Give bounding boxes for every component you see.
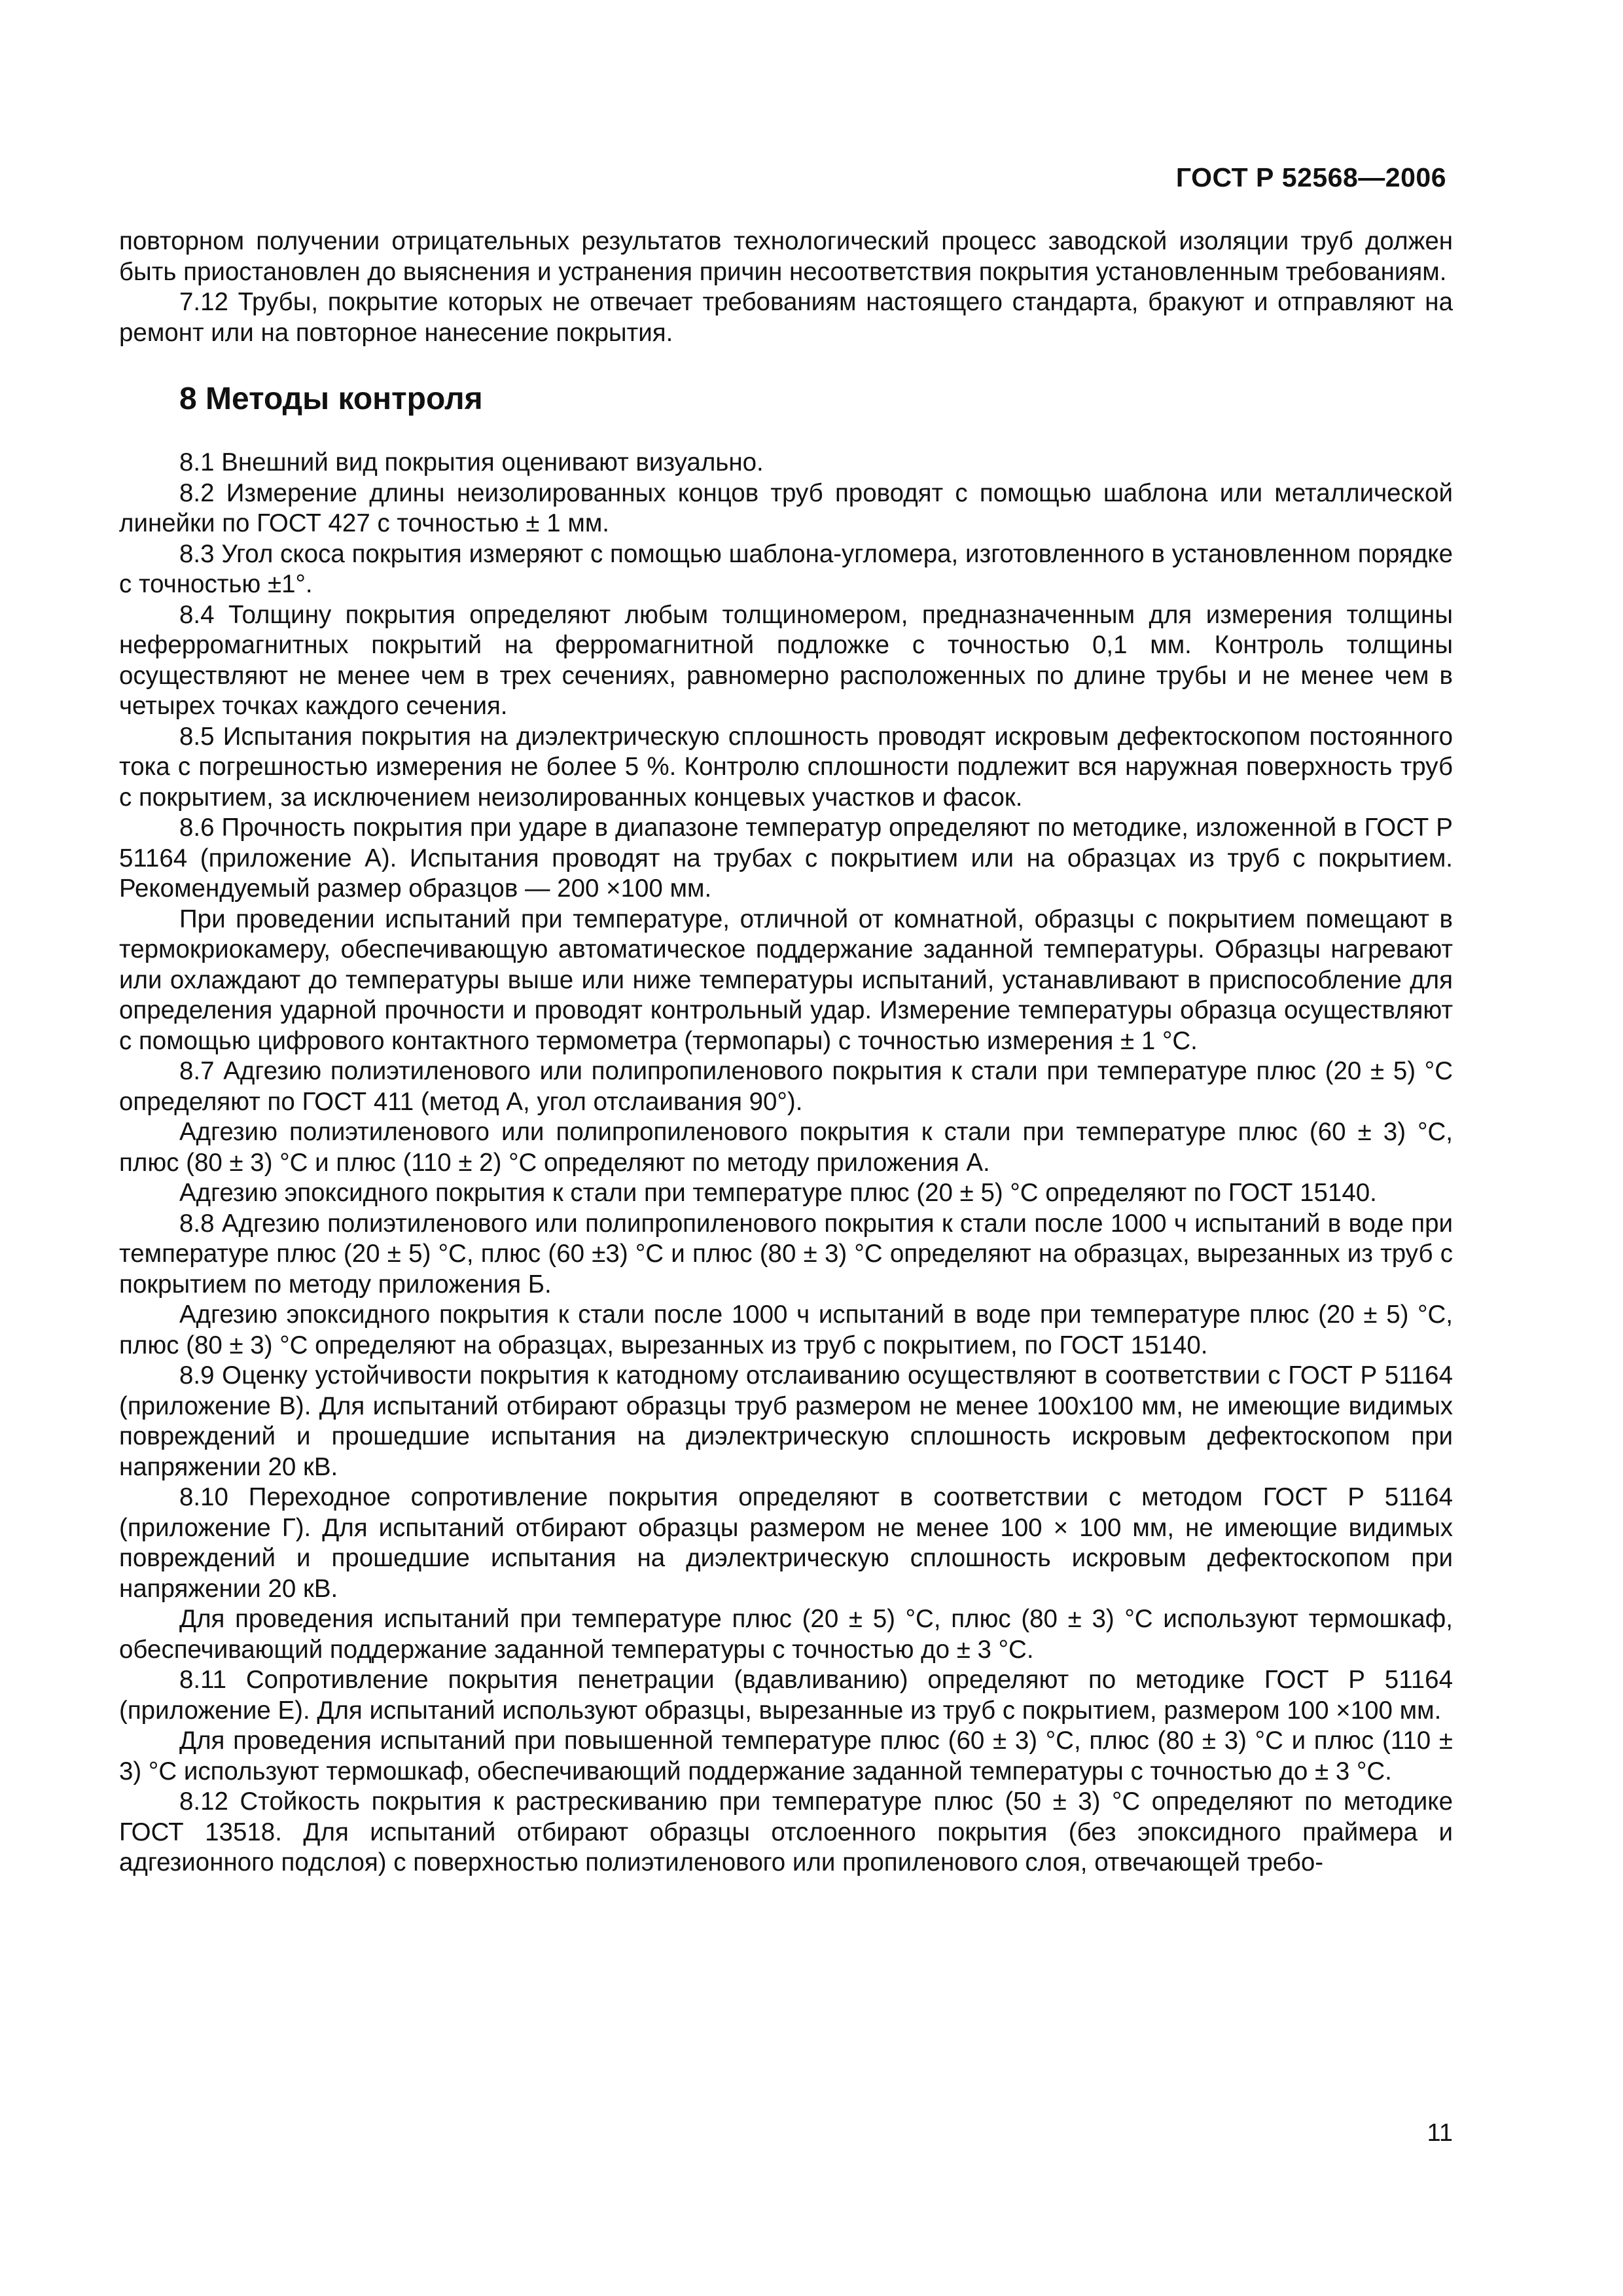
paragraph-8-7-b: Адгезию полиэтиленового или полипропиленового покрытия к стали при температуре плюс (60 ± 3) °С, плюс (80 ± 3) °С и плюс (110 ± 2) °С определяют по методу приложения А.	[119, 1118, 1453, 1177]
paragraph-8-7: 8.7 Адгезию полиэтиленового или полипропиленового покрытия к стали при температуре плюс (20 ± 5) °С определяют по ГОСТ 411 (метод А, угол отслаивания 90°).	[119, 1057, 1453, 1116]
paragraph-8-10: 8.10 Переходное сопротивление покрытия определяют в соответствии с методом ГОСТ Р 51164 (приложение Г). Для испытаний отбирают образцы размером не менее 100 × 100 мм, не имеющие видимых повреждений и прошедшие испытания на диэлектрическую сплошность искровым дефектоскопом при напряжении 20 кВ.	[119, 1483, 1453, 1603]
paragraph-7-11-continuation: повторном получении отрицательных результатов технологический процесс заводской изоляции труб должен быть приостановлен до выяснения и устранения причин несоответствия покрытия установленным требованиям.	[119, 227, 1453, 286]
paragraph-8-5: 8.5 Испытания покрытия на диэлектрическую сплошность проводят искровым дефектоскопом постоянного тока с погрешностью измерения не более 5 %. Контролю сплошности подлежит вся наружная поверхность труб с покрытием, за исключением неизолированных концевых участков и фасок.	[119, 722, 1453, 812]
paragraph-8-7-c: Адгезию эпоксидного покрытия к стали при температуре плюс (20 ± 5) °С определяют по ГОСТ 15140.	[179, 1179, 1377, 1207]
paragraph-8-4: 8.4 Толщину покрытия определяют любым толщиномером, предназначенным для измерения толщины неферромагнитных покрытий на ферромагнитной подложке с точностью 0,1 мм. Контроль толщины осуществляют не менее чем в трех сечениях, равномерно расположенных по длине трубы и не менее чем в четырех точках каждого сечения.	[119, 600, 1453, 720]
paragraph-8-9: 8.9 Оценку устойчивости покрытия к катодному отслаиванию осуществляют в соответствии с ГОСТ Р 51164 (приложение В). Для испытаний отбирают образцы труб размером не менее 100х100 мм, не имеющие видимых повреждений и прошедшие испытания на диэлектрическую сплошность искровым дефектоскопом при напряжении 20 кВ.	[119, 1361, 1453, 1481]
page-number: 11	[1427, 2119, 1453, 2147]
paragraph-8-10-b: Для проведения испытаний при температуре плюс (20 ± 5) °С, плюс (80 ± 3) °С используют термошкаф, обеспечивающий поддержание заданной температуры с точностью до ± 3 °С.	[119, 1605, 1453, 1664]
section-title: 8 Методы контроля	[179, 382, 483, 416]
paragraph-8-6-b: При проведении испытаний при температуре, отличной от комнатной, образцы с покрытием помещают в термокриокамеру, обеспечивающую автоматическое поддержание заданной температуры. Образцы нагревают или охлаждают до температуры выше или ниже температуры испытаний, устанавливают в приспособление для определения ударной прочности и проводят контрольный удар. Измерение температуры образца осуществляют с помощью цифрового контактного термометра (термопары) с точностью измерения ± 1 °С.	[119, 905, 1453, 1055]
paragraph-8-8-b: Адгезию эпоксидного покрытия к стали после 1000 ч испытаний в воде при температуре плюс (20 ± 5) °С, плюс (80 ± 3) °С определяют на образцах, вырезанных из труб с покрытием, по ГОСТ 15140.	[119, 1300, 1453, 1359]
paragraph-8-12: 8.12 Стойкость покрытия к растрескиванию при температуре плюс (50 ± 3) °С определяют по методике ГОСТ 13518. Для испытаний отбирают образцы отслоенного покрытия (без эпоксидного праймера и адгезионного подслоя) с поверхностью полиэтиленового или пропиленового слоя, отвечающей требо-	[119, 1787, 1453, 1876]
paragraph-8-11: 8.11 Сопротивление покрытия пенетрации (вдавливанию) определяют по методике ГОСТ Р 51164 (приложение Е). Для испытаний используют образцы, вырезанные из труб с покрытием, размером 100 ×100 мм.	[119, 1666, 1453, 1725]
paragraph-8-8: 8.8 Адгезию полиэтиленового или полипропиленового покрытия к стали после 1000 ч испытаний в воде при температуре плюс (20 ± 5) °С, плюс (60 ±3) °С и плюс (80 ± 3) °С определяют на образцах, вырезанных из труб с покрытием по методу приложения Б.	[119, 1209, 1453, 1299]
paragraph-8-1: 8.1 Внешний вид покрытия оценивают визуально.	[179, 448, 764, 476]
paragraph-7-12: 7.12 Трубы, покрытие которых не отвечает требованиям настоящего стандарта, бракуют и отправляют на ремонт или на повторное нанесение покрытия.	[119, 288, 1453, 347]
page-body	[119, 226, 1453, 1878]
document-header: ГОСТ Р 52568—2006	[1175, 162, 1446, 192]
paragraph-8-3: 8.3 Угол скоса покрытия измеряют с помощью шаблона-угломера, изготовленного в установленном порядке с точностью ±1°.	[119, 539, 1453, 598]
paragraph-8-11-b: Для проведения испытаний при повышенной температуре плюс (60 ± 3) °С, плюс (80 ± 3) °С и плюс (110 ± 3) °С используют термошкаф, обеспечивающий поддержание заданной температуры с точностью до ± 3 °С.	[119, 1727, 1453, 1785]
paragraph-8-6: 8.6 Прочность покрытия при ударе в диапазоне температур определяют по методике, изложенной в ГОСТ Р 51164 (приложение А). Испытания проводят на трубах с покрытием или на образцах из труб с покрытием. Рекомендуемый размер образцов — 200 ×100 мм.	[119, 814, 1453, 903]
paragraph-8-2: 8.2 Измерение длины неизолированных концов труб проводят с помощью шаблона или металлической линейки по ГОСТ 427 с точностью ± 1 мм.	[119, 478, 1453, 537]
